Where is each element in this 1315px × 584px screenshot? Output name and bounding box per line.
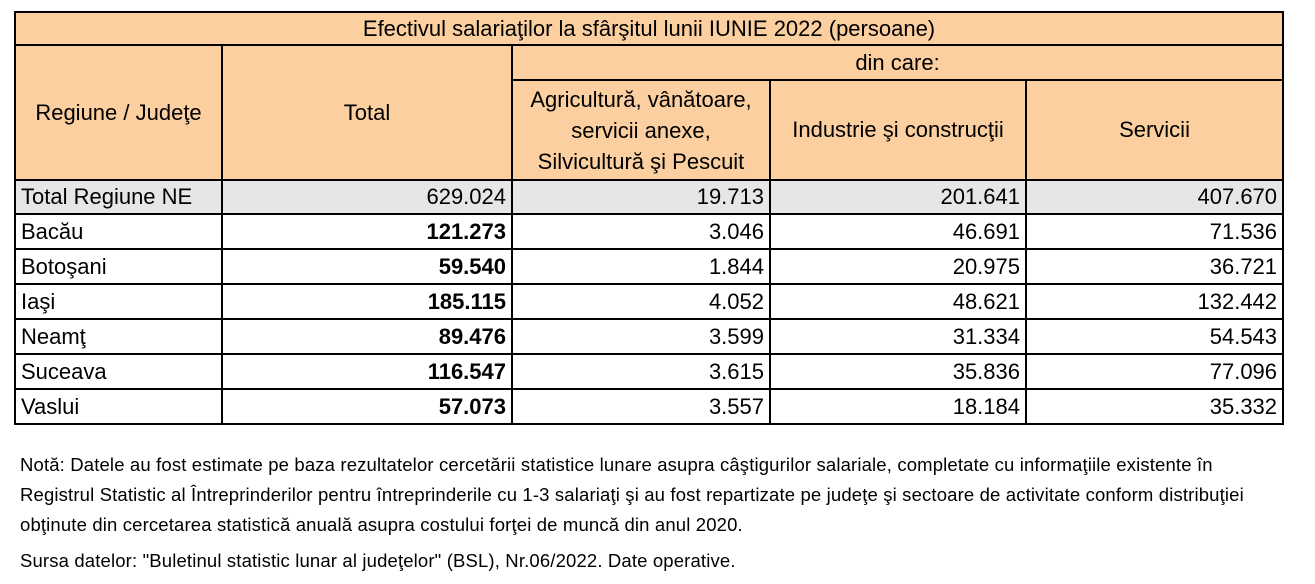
county-name: Iaşi: [15, 284, 222, 319]
notes-section: [20, 450, 1290, 576]
county-industry: 18.184: [770, 389, 1026, 424]
county-total: 185.115: [222, 284, 512, 319]
county-total: 89.476: [222, 319, 512, 354]
county-name: Vaslui: [15, 389, 222, 424]
table-title-row: [15, 12, 1283, 45]
county-total: 116.547: [222, 354, 512, 389]
table-title: Efectivul salariaţilor la sfârşitul lunii IUNIE 2022 (persoane): [15, 12, 1283, 45]
county-total: 57.073: [222, 389, 512, 424]
county-services: 35.332: [1026, 389, 1283, 424]
total-industry: 201.641: [770, 180, 1026, 214]
county-industry: 20.975: [770, 249, 1026, 284]
county-agriculture: 3.615: [512, 354, 770, 389]
county-agriculture: 3.046: [512, 214, 770, 249]
county-industry: 48.621: [770, 284, 1026, 319]
methodology-note: Notă: Datele au fost estimate pe baza rezultatelor cercetării statistice lunare asupra câştigurilor salariale, completate cu informaţiile existente în Registrul Statistic al Întreprinderilor pentru întreprinderile cu 1-3 salariaţi şi au fost repartizate pe judeţe şi sectoare de activitate conform distribuţiei obţinute din cercetarea statistică anuală asupra costului forţei de muncă din anul 2020.: [20, 454, 1244, 535]
county-agriculture: 1.844: [512, 249, 770, 284]
county-agriculture: 3.557: [512, 389, 770, 424]
county-agriculture: 3.599: [512, 319, 770, 354]
county-industry: 35.836: [770, 354, 1026, 389]
county-services: 71.536: [1026, 214, 1283, 249]
county-name: Neamţ: [15, 319, 222, 354]
header-of-which: din care:: [512, 45, 1283, 80]
header-agriculture: Agricultură, vânătoare, servicii anexe, Silvicultură şi Pescuit: [512, 80, 770, 180]
header-services: Servicii: [1026, 80, 1283, 180]
employees-table: [14, 11, 1284, 425]
county-services: 36.721: [1026, 249, 1283, 284]
county-services: 77.096: [1026, 354, 1283, 389]
county-total: 59.540: [222, 249, 512, 284]
county-services: 54.543: [1026, 319, 1283, 354]
total-row: [15, 180, 1283, 214]
header-row-1: [15, 45, 1283, 80]
table-row: [15, 214, 1283, 249]
county-name: Suceava: [15, 354, 222, 389]
county-agriculture: 4.052: [512, 284, 770, 319]
table-row: [15, 284, 1283, 319]
table-row: [15, 249, 1283, 284]
county-name: Botoşani: [15, 249, 222, 284]
total-label: Total Regiune NE: [15, 180, 222, 214]
total-total: 629.024: [222, 180, 512, 214]
header-region: Regiune / Judeţe: [15, 45, 222, 180]
header-industry: Industrie şi construcţii: [770, 80, 1026, 180]
total-services: 407.670: [1026, 180, 1283, 214]
table-row: [15, 354, 1283, 389]
total-agriculture: 19.713: [512, 180, 770, 214]
county-name: Bacău: [15, 214, 222, 249]
header-total: Total: [222, 45, 512, 180]
county-industry: 31.334: [770, 319, 1026, 354]
table-row: [15, 389, 1283, 424]
county-total: 121.273: [222, 214, 512, 249]
data-source: Sursa datelor: "Buletinul statistic lunar al judeţelor" (BSL), Nr.06/2022. Date operative.: [20, 550, 736, 571]
county-industry: 46.691: [770, 214, 1026, 249]
county-services: 132.442: [1026, 284, 1283, 319]
table-row: [15, 319, 1283, 354]
